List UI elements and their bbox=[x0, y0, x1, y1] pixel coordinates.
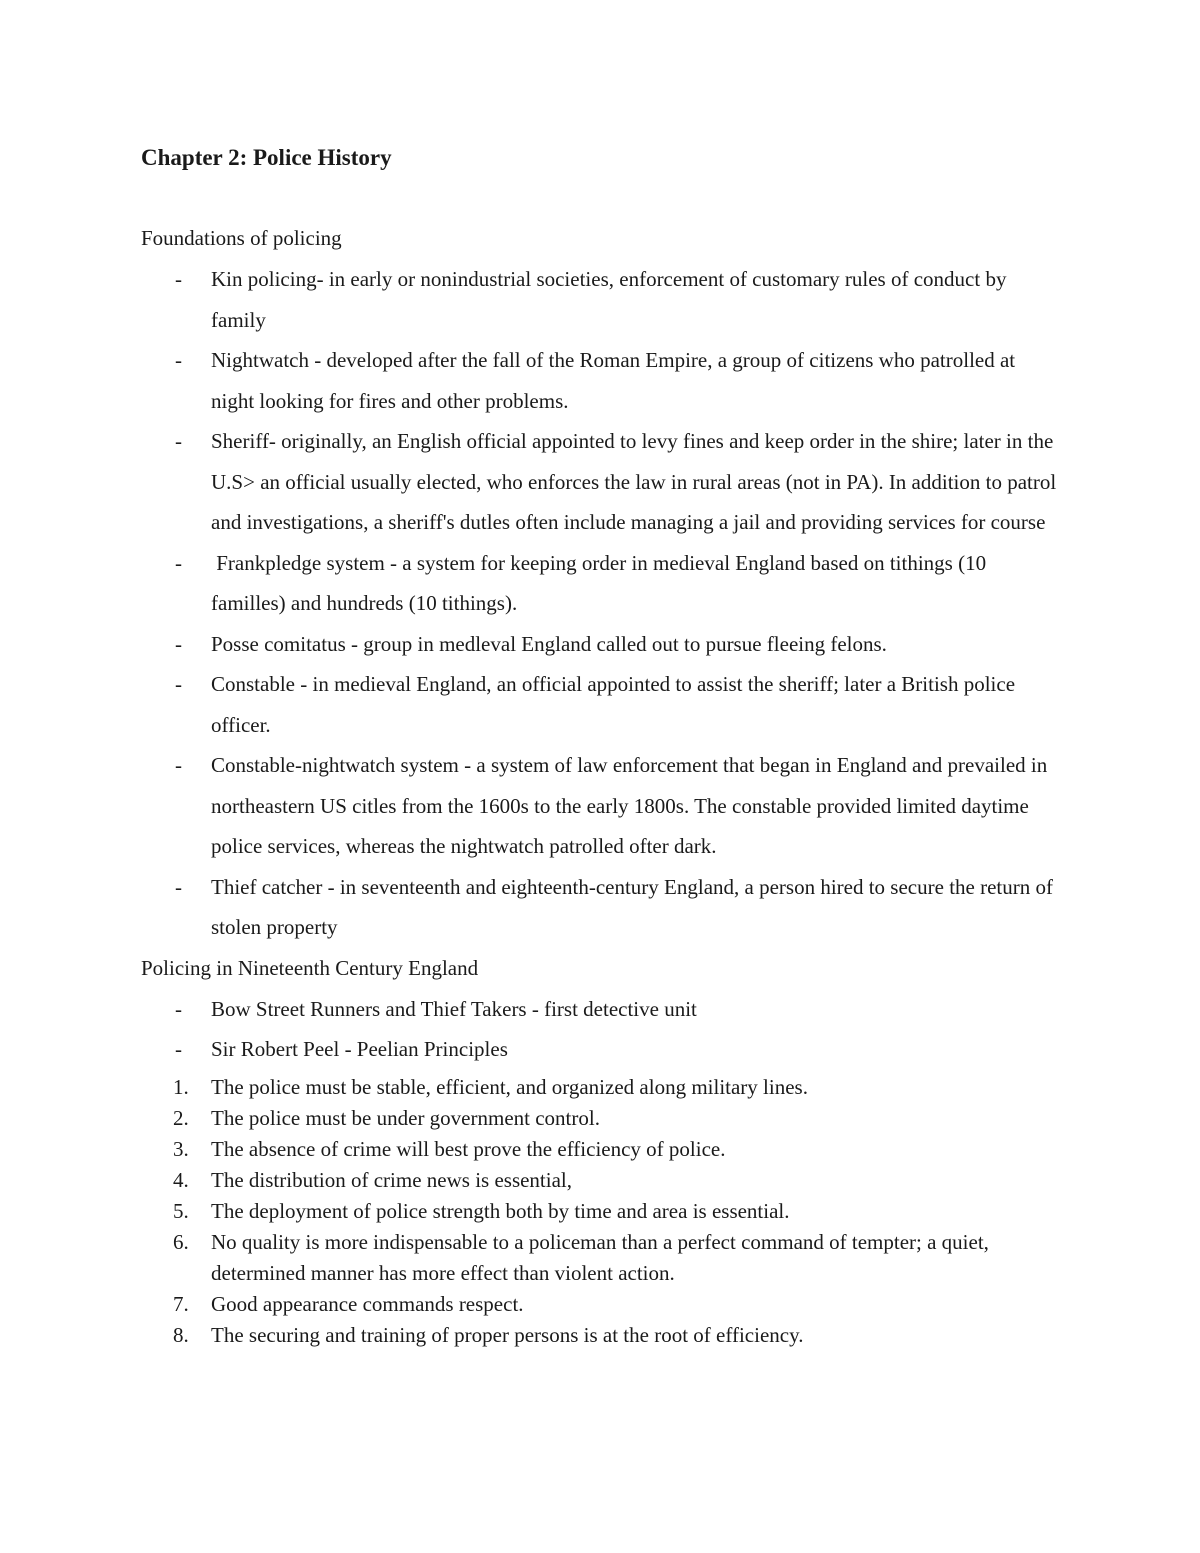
nineteenth-century-list bbox=[141, 989, 1061, 1070]
numbered-item bbox=[141, 1103, 1061, 1134]
list-item bbox=[141, 340, 1061, 421]
number-marker: 5. bbox=[173, 1198, 189, 1223]
list-item bbox=[141, 745, 1061, 867]
number-marker: 4. bbox=[173, 1167, 189, 1192]
dash-marker: - bbox=[175, 348, 182, 372]
numbered-item-text: The distribution of crime news is essential, bbox=[211, 1167, 573, 1192]
numbered-item-text: The deployment of police strength both by time and area is essential. bbox=[211, 1198, 790, 1223]
number-marker: 8. bbox=[173, 1322, 189, 1347]
list-item bbox=[141, 664, 1061, 745]
list-item-text: Sir Robert Peel - Peelian Principles bbox=[211, 1037, 508, 1061]
dash-marker: - bbox=[175, 429, 182, 453]
number-marker: 6. bbox=[173, 1229, 189, 1254]
list-item-text: Nightwatch - developed after the fall of the Roman Empire, a group of citizens who patrolled at night looking for fires and other problems. bbox=[211, 348, 1016, 413]
dash-marker: - bbox=[175, 996, 182, 1021]
list-item bbox=[141, 1029, 1061, 1070]
number-marker: 1. bbox=[173, 1074, 189, 1099]
dash-marker: - bbox=[175, 874, 182, 899]
list-item bbox=[141, 867, 1061, 948]
dash-marker: - bbox=[175, 550, 182, 575]
list-item bbox=[141, 259, 1061, 340]
number-marker: 3. bbox=[173, 1136, 189, 1161]
list-item-text: Frankpledge system - a system for keeping order in medieval England based on tithings (10 familles) and hundreds (10 tithings). bbox=[211, 550, 992, 615]
numbered-item bbox=[141, 1165, 1061, 1196]
numbered-item-text: The police must be stable, efficient, and organized along military lines. bbox=[211, 1074, 808, 1099]
numbered-item-text: The securing and training of proper persons is at the root of efficiency. bbox=[211, 1322, 804, 1347]
peelian-principles-list bbox=[141, 1072, 1061, 1351]
numbered-item-text: Good appearance commands respect. bbox=[211, 1291, 524, 1316]
list-item bbox=[141, 543, 1061, 624]
list-item bbox=[141, 624, 1061, 665]
number-marker: 7. bbox=[173, 1291, 189, 1316]
numbered-item bbox=[141, 1289, 1061, 1320]
list-item-text: Posse comitatus - group in medleval England called out to pursue fleeing felons. bbox=[211, 631, 887, 656]
list-item-text: Bow Street Runners and Thief Takers - first detective unit bbox=[211, 996, 697, 1021]
list-item bbox=[141, 421, 1061, 543]
dash-marker: - bbox=[175, 1037, 182, 1061]
list-item bbox=[141, 989, 1061, 1030]
list-item-text: Kin policing- in early or nonindustrial societies, enforcement of customary rules of conduct by family bbox=[211, 267, 1007, 332]
foundations-list bbox=[141, 259, 1061, 948]
list-item-text: Thief catcher - in seventeenth and eighteenth-century England, a person hired to secure the return of stolen property bbox=[211, 874, 1053, 939]
dash-marker: - bbox=[175, 631, 182, 656]
page-title: Chapter 2: Police History bbox=[141, 145, 392, 170]
dash-marker: - bbox=[175, 267, 182, 291]
document-page bbox=[141, 138, 1061, 1351]
dash-marker: - bbox=[175, 753, 182, 777]
numbered-item bbox=[141, 1134, 1061, 1165]
numbered-item bbox=[141, 1320, 1061, 1351]
section-heading-foundations: Foundations of policing bbox=[141, 226, 342, 250]
numbered-item-text: No quality is more indispensable to a policeman than a perfect command of tempter; a quiet, determined manner has more effect than violent action. bbox=[211, 1229, 989, 1285]
numbered-item-text: The police must be under government control. bbox=[211, 1105, 600, 1130]
list-item-text: Sheriff- originally, an English official appointed to levy fines and keep order in the shire; later in the U.S> an official usually elected, who enforces the law in rural areas (not in PA). In addition to patrol and investigations, a sheriff's dutles often include managing a jail and providing services for course bbox=[211, 429, 1057, 534]
list-item-text: Constable-nightwatch system - a system of law enforcement that began in England and prevailed in northeastern US citles from the 1600s to the early 1800s. The constable provided limited daytime police services, whereas the nightwatch patrolled ofter dark. bbox=[211, 753, 1048, 858]
number-marker: 2. bbox=[173, 1105, 189, 1130]
numbered-item bbox=[141, 1227, 1061, 1289]
numbered-item bbox=[141, 1072, 1061, 1103]
numbered-item bbox=[141, 1196, 1061, 1227]
section-heading-nineteenth-century: Policing in Nineteenth Century England bbox=[141, 955, 479, 980]
numbered-item-text: The absence of crime will best prove the efficiency of police. bbox=[211, 1136, 726, 1161]
dash-marker: - bbox=[175, 672, 182, 696]
list-item-text: Constable - in medieval England, an official appointed to assist the sheriff; later a British police officer. bbox=[211, 672, 1016, 737]
